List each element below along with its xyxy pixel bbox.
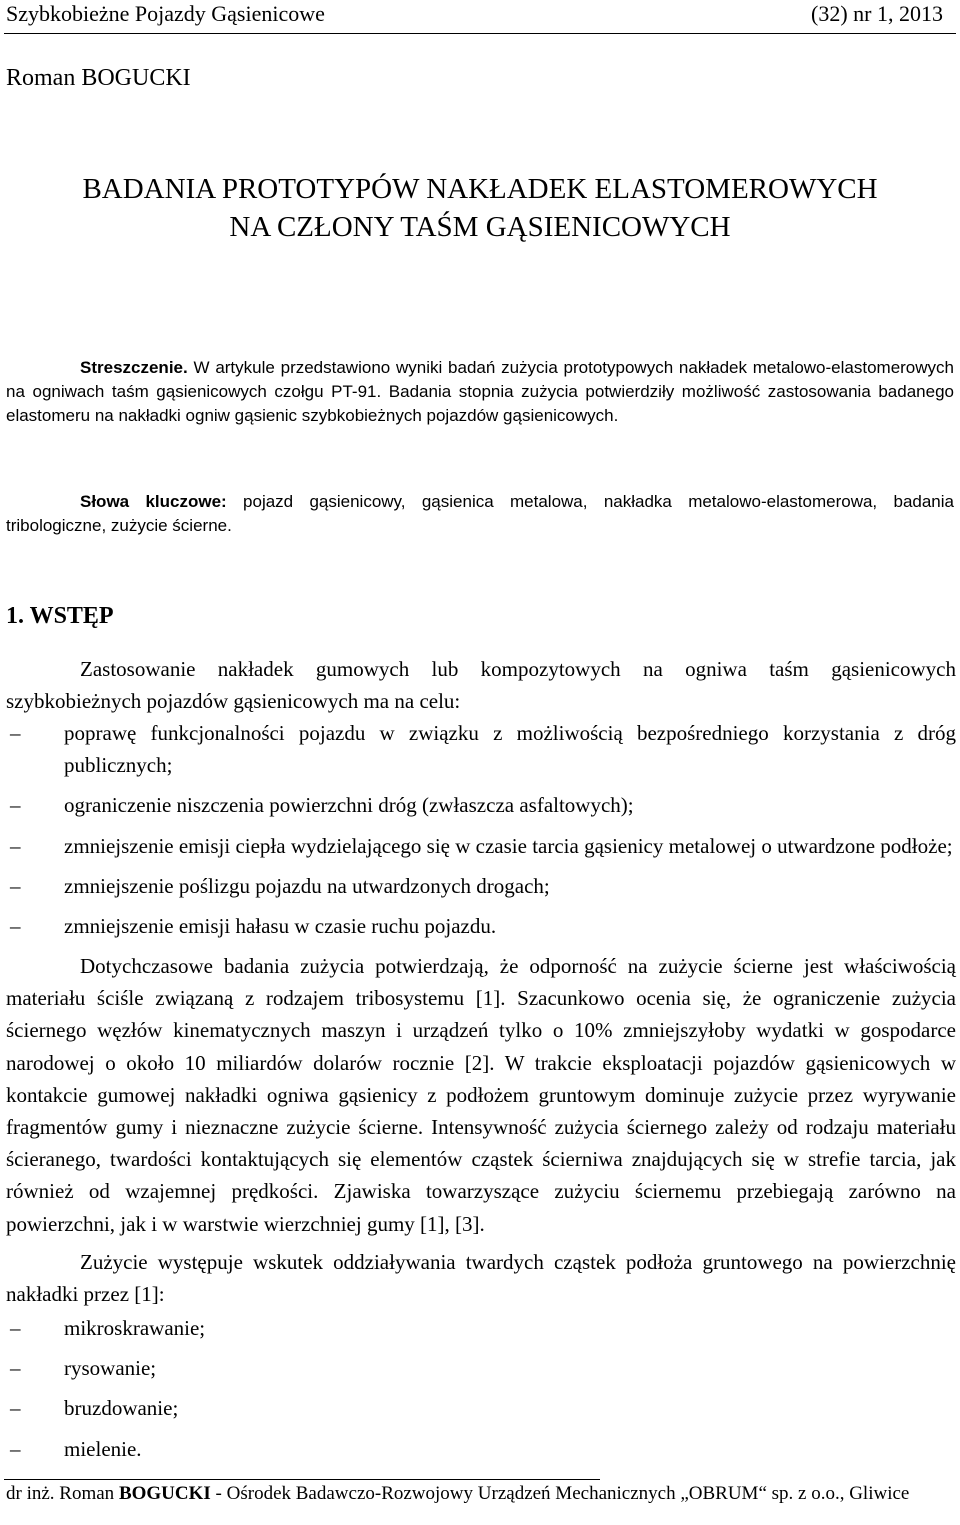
title-line-1: BADANIA PROTOTYPÓW NAKŁADEK ELASTOMEROWYCH bbox=[82, 173, 878, 205]
footnote-prefix: dr inż. Roman bbox=[6, 1483, 119, 1504]
paper-title bbox=[0, 170, 960, 246]
author-name: Roman BOGUCKI bbox=[6, 65, 191, 91]
keywords-text: pojazd gąsienicowy, gąsienica metalowa, nakładka metalowo-elastomerowa, badania tribologiczne, zużycie ścierne. bbox=[6, 492, 954, 535]
journal-title: Szybkobieżne Pojazdy Gąsienicowe bbox=[6, 1, 325, 26]
list-item: – ograniczenie niszczenia powierzchni dróg (zwłaszcza asfaltowych); bbox=[6, 789, 956, 821]
author-affiliation bbox=[6, 1483, 956, 1505]
issue-number: (32) nr 1, 2013 bbox=[811, 1, 943, 26]
list-item: – zmniejszenie poślizgu pojazdu na utwardzonych drogach; bbox=[6, 870, 956, 902]
keywords-label: Słowa kluczowe: bbox=[80, 492, 227, 511]
wear-mechanisms-list bbox=[6, 1312, 956, 1473]
purpose-list bbox=[6, 717, 956, 950]
list-item: – zmniejszenie emisji hałasu w czasie ruchu pojazdu. bbox=[6, 910, 956, 942]
list-item: – poprawę funkcjonalności pojazdu w związku z możliwością bezpośredniego korzystania z dróg publicznych; bbox=[6, 717, 956, 781]
title-line-2: NA CZŁONY TAŚM GĄSIENICOWYCH bbox=[229, 211, 731, 243]
footnote-name: BOGUCKI bbox=[118, 1483, 211, 1504]
keywords bbox=[6, 490, 954, 538]
list-item: – mikroskrawanie; bbox=[6, 1312, 956, 1344]
intro-paragraph: Zastosowanie nakładek gumowych lub kompozytowych na ogniwa taśm gąsienicowych szybkobieżnych pojazdów gąsienicowych ma na celu: bbox=[6, 657, 956, 714]
abstract-label: Streszczenie. bbox=[80, 358, 188, 377]
header-divider bbox=[4, 33, 956, 34]
abstract bbox=[6, 356, 954, 428]
list-item: – zmniejszenie emisji ciepła wydzielającego się w czasie tarcia gąsienicy metalowej o utwardzone podłoże; bbox=[6, 830, 956, 862]
footnote-divider bbox=[4, 1479, 600, 1480]
body-paragraph: Dotychczasowe badania zużycia potwierdzają, że odporność na zużycie ścierne jest właściwością materiału ściśle związaną z rodzajem tribosystemu [1]. Szacunkowo ocenia się, że ograniczenie zużycia ściernego węzłów kinematycznych maszyn i urządzeń tylko o 10% zmniejszyłoby wydatki w gospodarce narodowej o około 10 miliardów dolarów rocznie [2]. W trakcie eksploatacji pojazdów gąsienicowych w kontakcie gumowej nakładki ogniwa gąsienicy z podłożem gruntowym dominuje zużycie przez wyrywanie fragmentów gumy i nieznaczne zużycie ścierne. Intensywność zużycia ściernego zależy od rodzaju materiału ścieranego, twardości kontaktujących się elementów cząstek ścierniwa znajdujących się w strefie tarcia, jak również od wzajemnej prędkości. Zjawiska towarzyszące zużyciu ściernemu przebiegają zarówno na powierzchni, jak i w warstwie wierzchniej gumy [1], [3]. bbox=[6, 954, 956, 1236]
body-paragraph: Zużycie występuje wskutek oddziaływania twardych cząstek podłoża gruntowego na powierzchnię nakładki przez [1]: bbox=[6, 1250, 956, 1307]
footnote-affiliation: - Ośrodek Badawczo-Rozwojowy Urządzeń Mechanicznych „OBRUM“ sp. z o.o., Gliwice bbox=[210, 1483, 910, 1504]
list-item: – bruzdowanie; bbox=[6, 1392, 956, 1424]
list-item: – rysowanie; bbox=[6, 1352, 956, 1384]
abstract-text: W artykule przedstawiono wyniki badań zużycia prototypowych nakładek metalowo-elastomerowych na ogniwach taśm gąsienicowych czołgu PT-91. Badania stopnia zużycia potwierdziły możliwość zastosowania badanego elastomeru na nakładki ogniw gąsienic szybkobieżnych pojazdów gąsienicowych. bbox=[6, 358, 954, 425]
list-item: – mielenie. bbox=[6, 1433, 956, 1465]
section-heading: 1. WSTĘP bbox=[6, 603, 114, 629]
